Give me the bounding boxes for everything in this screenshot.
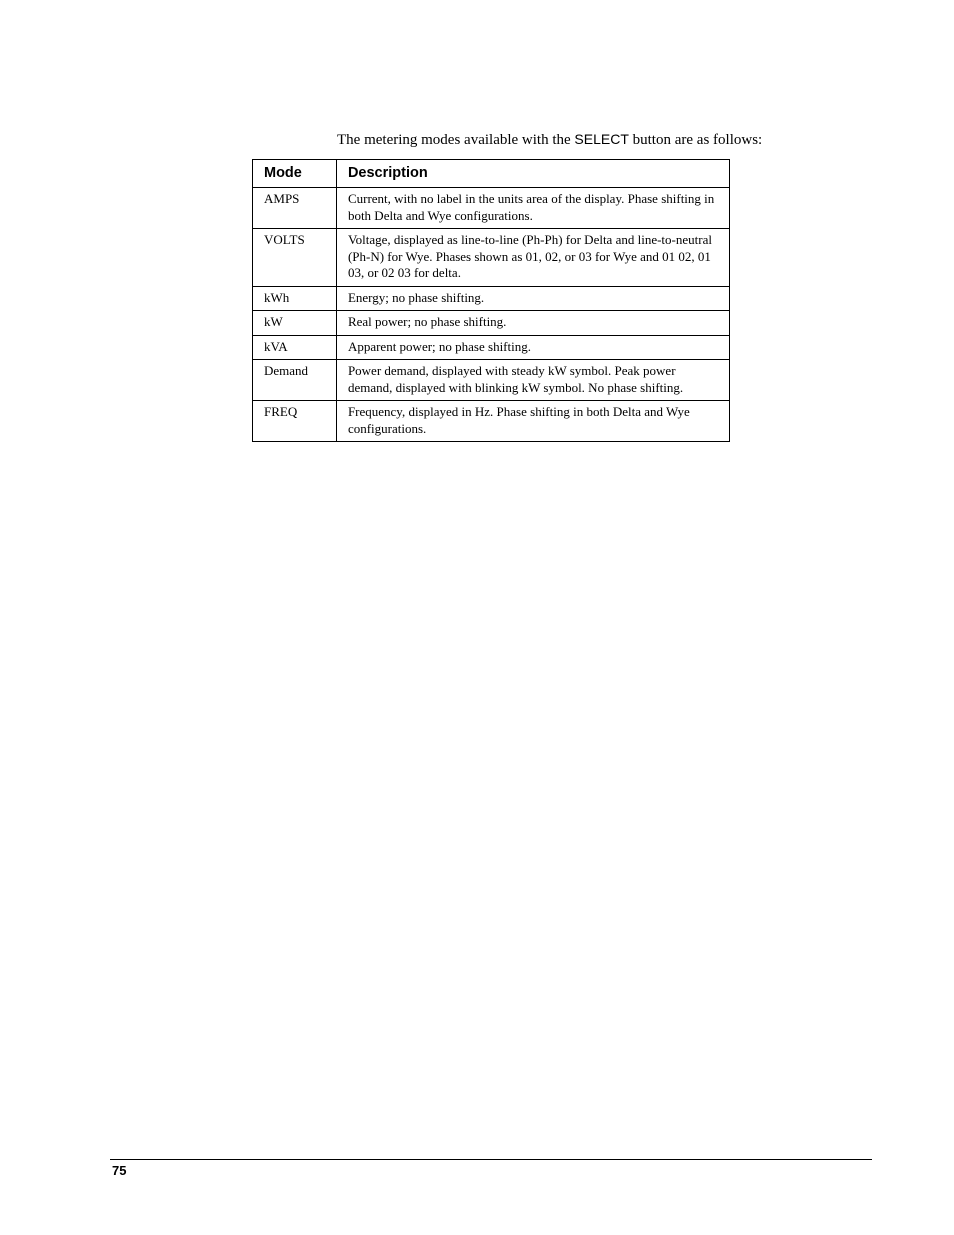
table-row [253,286,730,311]
intro-paragraph [337,130,762,150]
description-cell: Apparent power; no phase shifting. [336,335,729,360]
table-row [253,360,730,401]
description-cell: Power demand, displayed with steady kW symbol. Peak power demand, displayed with blinking kW symbol. No phase shifting. [336,360,729,401]
table-row [253,335,730,360]
mode-cell: kVA [253,335,337,360]
description-cell: Current, with no label in the units area of the display. Phase shifting in both Delta and Wye configurations. [336,188,729,229]
table-row [253,401,730,442]
intro-text-after: button are as follows: [628,132,763,148]
mode-cell: kWh [253,286,337,311]
mode-cell: VOLTS [253,229,337,287]
mode-column-header: Mode [253,160,337,188]
description-cell: Real power; no phase shifting. [336,311,729,336]
description-column-header: Description [336,160,729,188]
table-row [253,311,730,336]
table-header-row [253,160,730,188]
footer-divider [110,1159,872,1160]
select-button-name: SELECT [574,131,629,147]
description-cell: Frequency, displayed in Hz. Phase shifting in both Delta and Wye configurations. [336,401,729,442]
mode-cell: kW [253,311,337,336]
table-row [253,188,730,229]
description-cell: Energy; no phase shifting. [336,286,729,311]
description-cell: Voltage, displayed as line-to-line (Ph-Ph) for Delta and line-to-neutral (Ph-N) for Wye. Phases shown as 01, 02, or 03 for Wye and 01 02, 01 03, or 02 03 for delta. [336,229,729,287]
page-number: 75 [112,1163,127,1178]
table-row [253,229,730,287]
mode-cell: Demand [253,360,337,401]
mode-cell: FREQ [253,401,337,442]
intro-text-before: The metering modes available with the [337,132,575,148]
mode-cell: AMPS [253,188,337,229]
metering-modes-table [252,159,730,442]
